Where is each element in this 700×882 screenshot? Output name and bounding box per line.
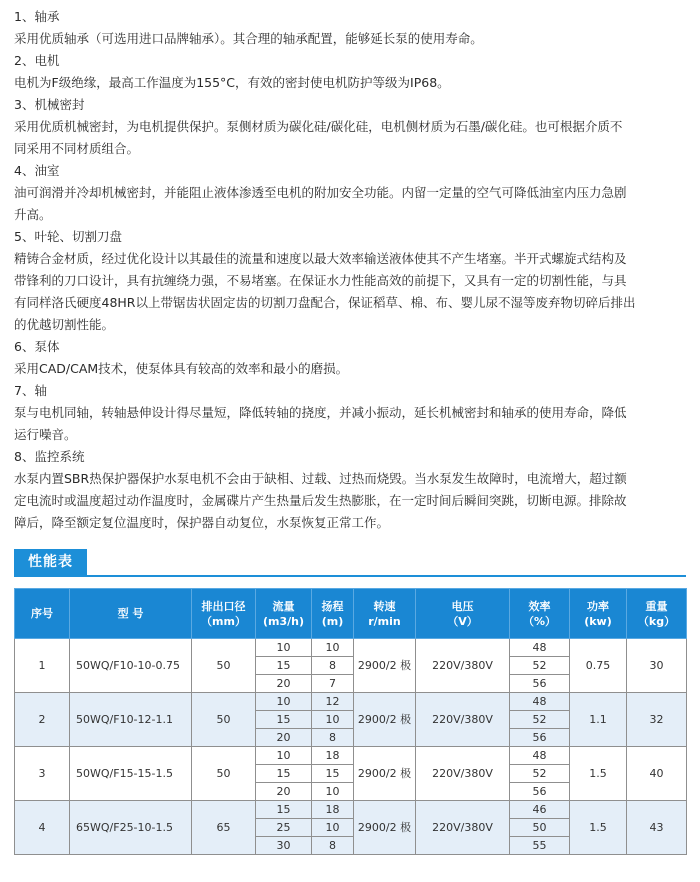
cell-head: 8 (312, 657, 354, 675)
cell-head: 8 (312, 837, 354, 855)
cell-head: 15 (312, 765, 354, 783)
cell-efficiency: 52 (510, 765, 570, 783)
cell-voltage: 220V/380V (416, 693, 510, 747)
cell-speed: 2900/2 极 (354, 693, 416, 747)
section-heading: 3、机械密封 (14, 97, 85, 112)
cell-efficiency: 48 (510, 747, 570, 765)
column-header (627, 589, 687, 639)
column-header-line: （%） (522, 614, 557, 628)
table-row (15, 693, 687, 711)
column-header-line: 转速 (373, 599, 396, 613)
cell-head: 18 (312, 747, 354, 765)
column-header-line: 扬程 (321, 599, 344, 613)
table-row (15, 747, 687, 765)
table-row (15, 639, 687, 657)
column-header-line: (m) (321, 614, 344, 628)
section-body-line: 有同样洛氏硬度48HR以上带锯齿状固定齿的切割刀盘配合，保证稻草、棉、布、婴儿尿不湿等废弃物切碎后排出 (14, 295, 636, 310)
column-header (192, 589, 256, 639)
cell-efficiency: 52 (510, 711, 570, 729)
cell-flow: 25 (256, 819, 312, 837)
cell-model: 50WQ/F15-15-1.5 (70, 747, 192, 801)
section-body-line: 采用CAD/CAM技术，使泵体具有较高的效率和最小的磨损。 (14, 361, 349, 376)
column-header-line: 排出口径 (201, 599, 246, 613)
cell-flow: 10 (256, 693, 312, 711)
cell-no: 4 (15, 801, 70, 855)
performance-table (14, 588, 687, 855)
cell-voltage: 220V/380V (416, 747, 510, 801)
section-heading: 5、叶轮、切割刀盘 (14, 229, 122, 244)
cell-flow: 20 (256, 675, 312, 693)
cell-power: 1.5 (570, 747, 627, 801)
section-body-line: 水泵内置SBR热保护器保护水泵电机不会由于缺相、过载、过热而烧毁。当水泵发生故障时，电流增大，超过额 (14, 471, 627, 486)
cell-head: 8 (312, 729, 354, 747)
cell-power: 1.1 (570, 693, 627, 747)
table-title: 性能表 (14, 549, 87, 575)
title-divider (14, 575, 686, 577)
column-header-line: （kg） (637, 614, 676, 628)
column-header-line: r/min (368, 614, 401, 628)
section-body-line: 电机为F级绝缘，最高工作温度为155°C，有效的密封使电机防护等级为IP68。 (14, 75, 450, 90)
cell-head: 10 (312, 711, 354, 729)
column-header-line: (kw) (584, 614, 612, 628)
section-heading: 2、电机 (14, 53, 60, 68)
section-heading: 7、轴 (14, 383, 47, 398)
cell-model: 65WQ/F25-10-1.5 (70, 801, 192, 855)
cell-head: 10 (312, 783, 354, 801)
cell-flow: 10 (256, 747, 312, 765)
cell-outlet: 50 (192, 639, 256, 693)
cell-voltage: 220V/380V (416, 801, 510, 855)
column-header-line: （mm） (201, 614, 246, 628)
cell-flow: 20 (256, 729, 312, 747)
column-header-line: 序号 (31, 607, 53, 620)
section-heading: 8、监控系统 (14, 449, 85, 464)
section-heading: 4、油室 (14, 163, 60, 178)
section-body-line: 同采用不同材质组合。 (14, 141, 140, 156)
cell-efficiency: 50 (510, 819, 570, 837)
column-header (15, 589, 70, 639)
cell-voltage: 220V/380V (416, 639, 510, 693)
column-header-line: (m3/h) (262, 614, 305, 628)
cell-efficiency: 52 (510, 657, 570, 675)
cell-head: 18 (312, 801, 354, 819)
cell-efficiency: 56 (510, 729, 570, 747)
cell-head: 12 (312, 693, 354, 711)
cell-efficiency: 46 (510, 801, 570, 819)
column-header-line: 电压 (451, 599, 474, 613)
column-header-line: 功率 (587, 599, 609, 613)
cell-weight: 30 (627, 639, 687, 693)
cell-speed: 2900/2 极 (354, 747, 416, 801)
cell-weight: 32 (627, 693, 687, 747)
column-header-line: 型 号 (117, 607, 144, 620)
cell-no: 1 (15, 639, 70, 693)
cell-speed: 2900/2 极 (354, 801, 416, 855)
section-body-line: 升高。 (14, 207, 52, 222)
section-body-line: 油可润滑并冷却机械密封，并能阻止液体渗透至电机的附加安全功能。内留一定量的空气可降低油室内压力急剧 (14, 185, 627, 200)
cell-efficiency: 48 (510, 639, 570, 657)
section-body-line: 精铸合金材质，经过优化设计以其最佳的流量和速度以最大效率输送液体使其不产生堵塞。半开式螺旋式结构及 (14, 251, 627, 266)
cell-model: 50WQ/F10-10-0.75 (70, 639, 192, 693)
cell-efficiency: 56 (510, 783, 570, 801)
section-body-line: 运行噪音。 (14, 427, 77, 442)
cell-power: 1.5 (570, 801, 627, 855)
cell-flow: 20 (256, 783, 312, 801)
section-heading: 6、泵体 (14, 339, 60, 354)
column-header-line: 流量 (272, 599, 295, 613)
table-row (15, 801, 687, 819)
cell-no: 2 (15, 693, 70, 747)
column-header-line: （V） (447, 614, 478, 628)
cell-flow: 15 (256, 765, 312, 783)
spec-text (14, 6, 688, 534)
section-body-line: 泵与电机同轴，转轴悬伸设计得尽量短，降低转轴的挠度，并减小振动，延长机械密封和轴承的使用寿命，降低 (14, 405, 627, 420)
column-header (354, 589, 416, 639)
column-header (510, 589, 570, 639)
cell-flow: 30 (256, 837, 312, 855)
cell-efficiency: 56 (510, 675, 570, 693)
cell-outlet: 50 (192, 747, 256, 801)
cell-head: 7 (312, 675, 354, 693)
cell-weight: 43 (627, 801, 687, 855)
column-header (570, 589, 627, 639)
section-heading: 1、轴承 (14, 9, 60, 24)
cell-no: 3 (15, 747, 70, 801)
column-header-line: 效率 (528, 599, 551, 613)
cell-efficiency: 48 (510, 693, 570, 711)
section-body-line: 定电流时或温度超过动作温度时，金属碟片产生热量后发生热膨胀，在一定时间后瞬间突跳，切断电源。排除故 (14, 493, 627, 508)
cell-flow: 15 (256, 711, 312, 729)
section-body-line: 障后，降至额定复位温度时，保护器自动复位，水泵恢复正常工作。 (14, 515, 390, 530)
section-body-line: 采用优质轴承（可选用进口品牌轴承）。其合理的轴承配置，能够延长泵的使用寿命。 (14, 31, 483, 46)
column-header (416, 589, 510, 639)
column-header (312, 589, 354, 639)
section-body-line: 采用优质机械密封，为电机提供保护。泵侧材质为碳化硅/碳化硅，电机侧材质为石墨/碳化硅。也可根据介质不 (14, 119, 623, 134)
cell-flow: 15 (256, 801, 312, 819)
column-header-line: 重量 (645, 599, 668, 613)
section-body-line: 的优越切割性能。 (14, 317, 115, 332)
cell-outlet: 65 (192, 801, 256, 855)
section-body-line: 带锋利的刀口设计，具有抗缠绕力强，不易堵塞。在保证水力性能高效的前提下，又具有一定的切割性能，与具 (14, 273, 627, 288)
cell-power: 0.75 (570, 639, 627, 693)
cell-speed: 2900/2 极 (354, 639, 416, 693)
cell-flow: 15 (256, 657, 312, 675)
cell-flow: 10 (256, 639, 312, 657)
cell-head: 10 (312, 639, 354, 657)
cell-weight: 40 (627, 747, 687, 801)
cell-head: 10 (312, 819, 354, 837)
column-header (256, 589, 312, 639)
column-header (70, 589, 192, 639)
cell-efficiency: 55 (510, 837, 570, 855)
cell-outlet: 50 (192, 693, 256, 747)
cell-model: 50WQ/F10-12-1.1 (70, 693, 192, 747)
table-header-row (15, 589, 687, 639)
